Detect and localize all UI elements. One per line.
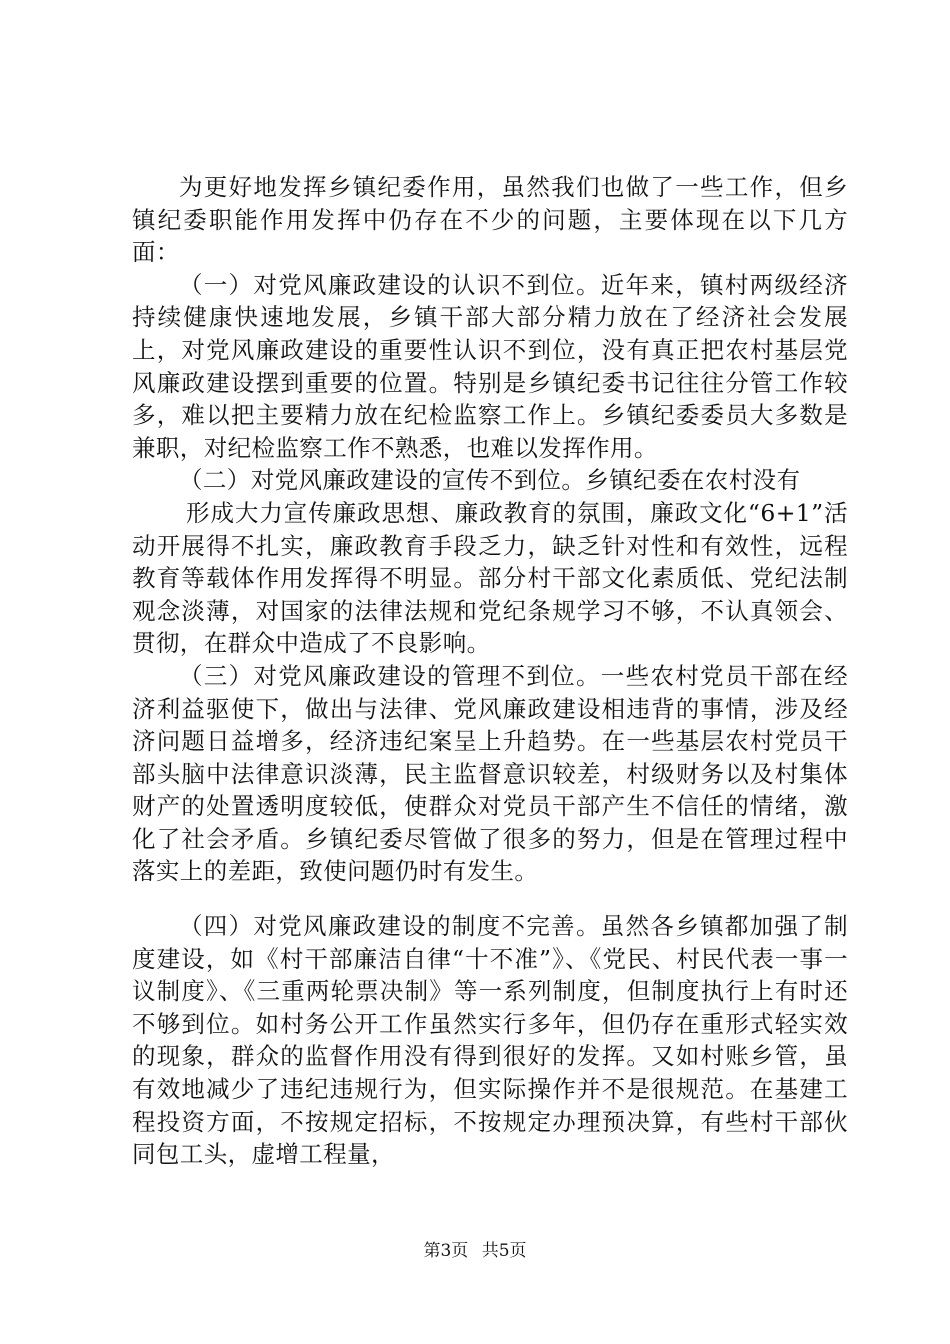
paragraph-intro: 为更好地发挥乡镇纪委作用，虽然我们也做了一些工作，但乡镇纪委职能作用发挥中仍存在不少的问题，主要体现在以下几方面： [132,173,848,267]
paragraph-section-1: （一）对党风廉政建设的认识不到位。近年来，镇村两级经济持续健康快速地发展，乡镇干部大部分精力放在了经济社会发展上，对党风廉政建设的重要性认识不到位，没有真正把农村基层党风廉政建设摆到重要的位置。特别是乡镇纪委书记往往分管工作较多，难以把主要精力放在纪检监察工作上。乡镇纪委委员大多数是兼职，对纪检监察工作不熟悉，也难以发挥作用。 [132,270,848,462]
paragraph-section-2-start: （二）对党风廉政建设的宣传不到位。乡镇纪委在农村没有 [179,466,801,495]
paragraph-section-2-continued: 形成大力宣传廉政思想、廉政教育的氛围，廉政文化“6+1”活动开展得不扎实，廉政教育手段乏力，缺乏针对性和有效性，远程教育等载体作用发挥得不明显。部分村干部文化素质低、党纪法制观念淡薄，对国家的法律法规和党纪条规学习不够，不认真领会、贯彻，在群众中造成了不良影响。 [132,498,848,658]
paragraph-section-3: （三）对党风廉政建设的管理不到位。一些农村党员干部在经济利益驱使下，做出与法律、党风廉政建设相违背的事情，涉及经济问题日益增多，经济违纪案呈上升趋势。在一些基层农村党员干部头脑中法律意识淡薄，民主监督意识较差，村级财务以及村集体财产的处置透明度较低，使群众对党员干部产生不信任的情绪，激化了社会矛盾。乡镇纪委尽管做了很多的努力，但是在管理过程中落实上的差距，致使问题仍时有发生。 [132,661,848,886]
page-number: 第3页 [423,1241,469,1261]
page-footer [0,1240,950,1262]
document-body [132,171,848,1171]
page-total: 共5页 [481,1241,527,1261]
paragraph-section-4: （四）对党风廉政建设的制度不完善。虽然各乡镇都加强了制度建设，如《村干部廉洁自律“十不准”》、《党民、村民代表一事一议制度》、《三重两轮票决制》等一系列制度，但制度执行上有时还不够到位。如村务公开工作虽然实行多年，但仍存在重形式轻实效的现象，群众的监督作用没有得到很好的发挥。又如村账乡管，虽有效地减少了违纪违规行为，但实际操作并不是很规范。在基建工程投资方面，不按规定招标，不按规定办理预决算，有些村干部伙同包工头，虚增工程量， [132,912,848,1169]
